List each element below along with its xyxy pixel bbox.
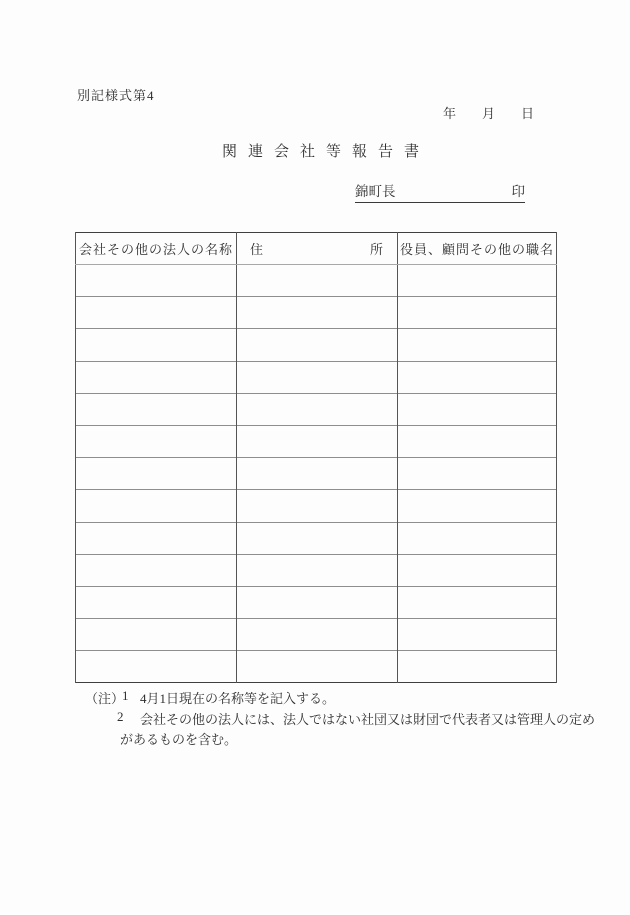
- table-row: [76, 586, 557, 618]
- table-cell-empty: [237, 619, 398, 651]
- table-row: [76, 361, 557, 393]
- table-cell-empty: [237, 522, 398, 554]
- table-cell-empty: [398, 619, 557, 651]
- table-header-row: [76, 233, 557, 265]
- table-cell-empty: [237, 297, 398, 329]
- table-row: [76, 554, 557, 586]
- date-month-label: 月: [482, 106, 496, 121]
- table-cell-empty: [398, 425, 557, 457]
- table-cell-empty: [237, 458, 398, 490]
- table-cell-empty: [76, 393, 237, 425]
- table-cell-empty: [76, 490, 237, 522]
- addressee-recipient: 錦町長: [355, 184, 396, 199]
- note-line-3: [85, 729, 585, 750]
- table-row: [76, 458, 557, 490]
- table-cell-empty: [398, 586, 557, 618]
- table-cell-empty: [237, 425, 398, 457]
- table-cell-empty: [76, 265, 237, 297]
- header-address-right: 所: [369, 242, 384, 257]
- table-row: [76, 329, 557, 361]
- header-company-name: 会社その他の法人の名称: [76, 233, 237, 265]
- date-day-label: 日: [521, 106, 535, 121]
- table-row: [76, 425, 557, 457]
- form-number: 別記様式第4: [77, 88, 155, 103]
- table-cell-empty: [76, 651, 237, 683]
- note-2-number: 2: [117, 708, 124, 724]
- table-cell-empty: [76, 458, 237, 490]
- table-cell-empty: [398, 554, 557, 586]
- table-cell-empty: [237, 361, 398, 393]
- table-cell-empty: [237, 393, 398, 425]
- table-cell-empty: [76, 554, 237, 586]
- table-cell-empty: [76, 522, 237, 554]
- table-cell-empty: [398, 490, 557, 522]
- header-position-title: 役員、顧問その他の職名: [398, 233, 557, 265]
- header-address: [237, 233, 398, 265]
- notes-block: [85, 688, 596, 750]
- table-row: [76, 490, 557, 522]
- header-address-left: 住: [250, 242, 265, 257]
- table-cell-empty: [237, 651, 398, 683]
- table-cell-empty: [398, 361, 557, 393]
- note-line-2: [85, 708, 596, 730]
- table-cell-empty: [76, 619, 237, 651]
- table-cell-empty: [398, 522, 557, 554]
- table-cell-empty: [237, 329, 398, 361]
- note-1-text: 4月1日現在の名称等を記入する。: [140, 691, 336, 706]
- table-cell-empty: [237, 586, 398, 618]
- table-cell-empty: [237, 265, 398, 297]
- page-title: 関連会社等報告書: [222, 144, 431, 160]
- table-header: [76, 233, 557, 265]
- table-cell-empty: [398, 265, 557, 297]
- table-row: [76, 265, 557, 297]
- table-cell-empty: [76, 586, 237, 618]
- seal-placeholder: 印: [511, 184, 525, 199]
- table-row: [76, 619, 557, 651]
- table-cell-empty: [398, 393, 557, 425]
- date-line: [443, 103, 534, 122]
- notes-label: （注）: [85, 691, 125, 706]
- table-row: [76, 297, 557, 329]
- note-2-text: 会社その他の法人には、法人ではない社団又は財団で代表者又は管理人の定め: [140, 711, 596, 727]
- table-row: [76, 522, 557, 554]
- table-body: [76, 265, 557, 683]
- table-cell-empty: [76, 329, 237, 361]
- table-row: [76, 393, 557, 425]
- table-cell-empty: [398, 651, 557, 683]
- date-year-label: 年: [443, 106, 457, 121]
- table-cell-empty: [76, 297, 237, 329]
- table-cell-empty: [237, 490, 398, 522]
- note-2-continuation: があるものを含む。: [120, 732, 238, 747]
- addressee-line: [355, 180, 525, 203]
- table-cell-empty: [398, 458, 557, 490]
- header-address-inner: [237, 239, 397, 258]
- table-cell-empty: [398, 297, 557, 329]
- table-cell-empty: [76, 425, 237, 457]
- table-cell-empty: [76, 361, 237, 393]
- table-cell-empty: [398, 329, 557, 361]
- note-1-number: 1: [122, 688, 129, 703]
- note-line-1: [85, 688, 585, 709]
- table-row: [76, 651, 557, 683]
- report-table: [75, 232, 557, 683]
- table-cell-empty: [237, 554, 398, 586]
